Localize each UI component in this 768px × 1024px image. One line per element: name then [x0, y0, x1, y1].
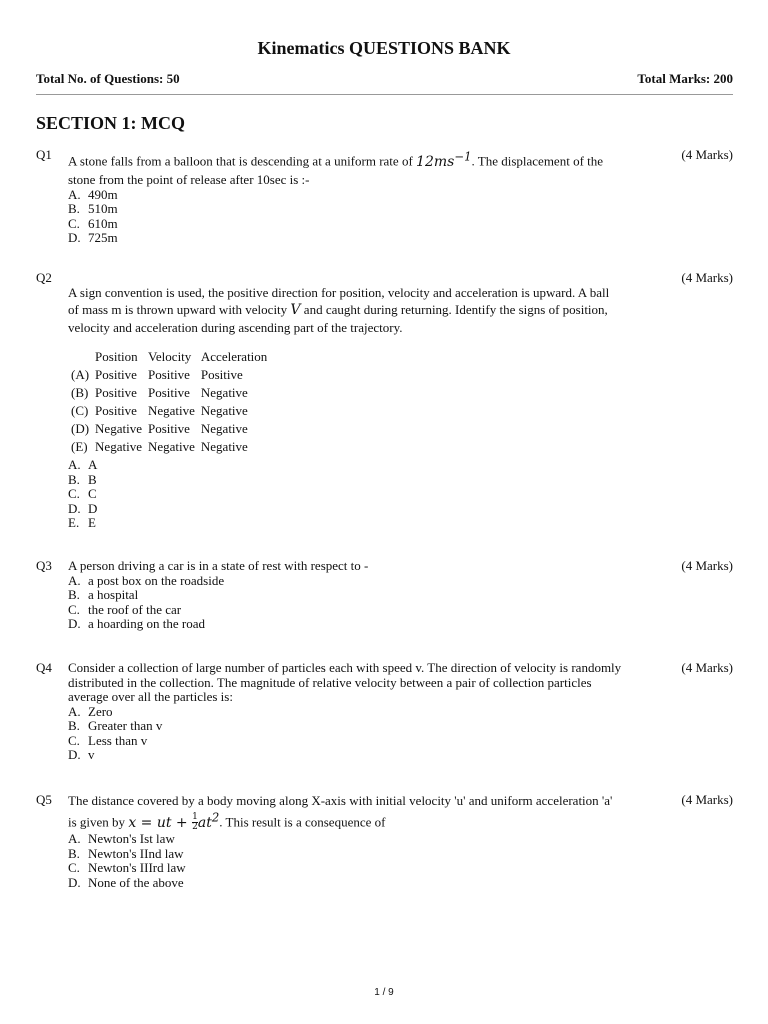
- question-5: [36, 793, 733, 890]
- question-1: [36, 148, 733, 246]
- option-text: Newton's Ist law: [88, 831, 175, 847]
- table-header: Position: [95, 348, 138, 364]
- math-part: at: [197, 814, 212, 831]
- option-letter: A.: [68, 831, 81, 847]
- option-text: D: [88, 500, 98, 516]
- option-text: a hospital: [88, 587, 139, 602]
- option-letter: E.: [68, 515, 80, 530]
- answer-option: [68, 473, 623, 488]
- math-superscript: −1: [454, 149, 472, 163]
- question-3: [36, 559, 733, 632]
- question-marks: (4 Marks): [681, 558, 733, 573]
- table-header: [68, 348, 92, 366]
- math-superscript: 2: [211, 810, 220, 824]
- table-cell: Negative: [95, 438, 142, 454]
- page-title: Kinematics QUESTIONS BANK: [257, 38, 511, 58]
- option-letter: D.: [68, 500, 81, 516]
- option-text: Zero: [88, 703, 113, 719]
- option-letter: D.: [68, 230, 81, 246]
- option-text: B: [88, 471, 97, 487]
- option-letter: D.: [68, 874, 81, 890]
- answer-option: [68, 487, 623, 502]
- fraction-denominator: 2: [192, 822, 198, 833]
- option-text: C: [88, 486, 97, 501]
- option-text: a hoarding on the road: [88, 616, 205, 631]
- option-letter: B.: [68, 845, 80, 861]
- table-cell: (E): [71, 438, 88, 454]
- question-2: [36, 271, 733, 531]
- option-text: 725m: [88, 230, 118, 246]
- question-text-part: The distance covered by a body moving along X-axis with initial velocity 'u' and uniform acceleration 'a' is given by: [68, 793, 613, 830]
- question-marks: (4 Marks): [681, 660, 733, 675]
- math-expression: [416, 149, 472, 170]
- option-text: E: [88, 515, 96, 530]
- table-cell: Positive: [200, 366, 243, 382]
- question-number: Q1: [36, 147, 52, 162]
- sign-table: [68, 348, 270, 456]
- table-row: [68, 366, 270, 384]
- option-letter: B.: [68, 718, 80, 733]
- section-title: SECTION 1: MCQ: [36, 113, 186, 133]
- table-row: [68, 420, 270, 438]
- question-text-part: A sign convention is used, the positive direction for position, velocity and acceleration is upward. A ball of mass m is thrown upward with velocity: [68, 285, 610, 317]
- question-marks: (4 Marks): [681, 792, 733, 807]
- table-cell: Positive: [95, 384, 137, 400]
- question-text-part: . The displacement of the stone from the point of release after 10sec is :-: [68, 153, 604, 187]
- question-text-part: . This result is a consequence of: [219, 814, 386, 830]
- math-expression: [128, 810, 220, 833]
- question-4: [36, 661, 733, 763]
- answer-option: [68, 847, 623, 862]
- option-text: Greater than v: [88, 718, 163, 733]
- table-cell: Positive: [147, 366, 190, 382]
- option-letter: A.: [68, 703, 81, 719]
- option-text: 510m: [88, 201, 118, 217]
- fraction-numerator: 1: [192, 812, 198, 823]
- table-cell: Negative: [200, 438, 248, 454]
- answer-options: [68, 574, 623, 632]
- answer-options: [68, 832, 623, 890]
- option-text: v: [88, 747, 95, 762]
- option-text: a post box on the roadside: [88, 572, 225, 588]
- answer-option: [68, 588, 623, 603]
- question-text: A person driving a car is in a state of rest with respect to -: [68, 558, 369, 573]
- table-header: Velocity: [147, 348, 192, 364]
- question-text: [68, 148, 623, 188]
- table-cell: (D): [71, 420, 90, 436]
- math-expression: V: [290, 302, 301, 318]
- answer-option: [68, 705, 623, 720]
- table-cell: Positive: [95, 402, 137, 418]
- table-header: Acceleration: [200, 348, 268, 364]
- option-letter: D.: [68, 616, 81, 631]
- table-cell: (A): [71, 366, 90, 382]
- table-cell: (C): [71, 402, 89, 418]
- option-text: 490m: [88, 186, 118, 202]
- option-text: the roof of the car: [88, 601, 182, 617]
- table-cell: Positive: [147, 384, 190, 400]
- exam-meta: [36, 71, 733, 87]
- answer-option: [68, 719, 623, 734]
- option-text: None of the above: [88, 874, 184, 890]
- option-letter: C.: [68, 601, 80, 617]
- option-text: Newton's IInd law: [88, 845, 184, 861]
- question-text-part: and caught during returning. Identify the signs of position, velocity and acceleration during ascending part of the trajectory.: [68, 302, 608, 335]
- table-cell: Negative: [200, 420, 248, 436]
- option-letter: A.: [68, 457, 81, 472]
- table-cell: Negative: [95, 420, 142, 436]
- answer-option: [68, 202, 623, 217]
- answer-option: [68, 748, 623, 763]
- total-questions: Total No. of Questions: 50: [36, 71, 180, 86]
- option-text: Less than v: [88, 732, 148, 748]
- question-number: Q3: [36, 558, 52, 573]
- option-letter: D.: [68, 747, 81, 762]
- math-part: 12ms: [416, 153, 455, 170]
- answer-option: [68, 458, 623, 473]
- header-divider: [36, 94, 733, 95]
- question-text-part: A stone falls from a balloon that is descending at a uniform rate of: [68, 153, 417, 169]
- answer-option: [68, 516, 623, 531]
- answer-options: [68, 188, 623, 246]
- table-cell: Negative: [147, 438, 195, 454]
- question-number: Q4: [36, 660, 52, 675]
- question-number: Q2: [36, 270, 52, 285]
- table-cell: Negative: [200, 402, 248, 418]
- option-letter: C.: [68, 215, 80, 231]
- answer-option: [68, 574, 623, 589]
- option-letter: A.: [68, 186, 81, 202]
- question-number: Q5: [36, 792, 52, 807]
- answer-option: [68, 861, 623, 876]
- answer-option: [68, 231, 623, 246]
- table-row: [68, 384, 270, 402]
- table-row: [68, 438, 270, 456]
- answer-option: [68, 502, 623, 517]
- math-part: x = ut +: [128, 814, 193, 831]
- option-letter: B.: [68, 201, 80, 217]
- table-cell: (B): [71, 384, 89, 400]
- option-text: Newton's IIIrd law: [88, 860, 186, 876]
- answer-option: [68, 876, 623, 891]
- option-letter: B.: [68, 587, 80, 602]
- question-text: [68, 284, 623, 336]
- answer-options: [68, 705, 623, 763]
- option-letter: A.: [68, 572, 81, 588]
- table-cell: Positive: [95, 366, 137, 382]
- option-letter: B.: [68, 471, 80, 487]
- question-marks: (4 Marks): [681, 270, 733, 285]
- answer-options: [68, 458, 623, 531]
- total-marks: Total Marks: 200: [637, 71, 733, 86]
- answer-option: [68, 617, 623, 632]
- option-letter: C.: [68, 860, 80, 876]
- page-number: 1 / 9: [374, 987, 394, 998]
- answer-option: [68, 734, 623, 749]
- table-row: [68, 402, 270, 420]
- question-text: [68, 793, 623, 832]
- option-letter: C.: [68, 732, 80, 748]
- question-text: Consider a collection of large number of particles each with speed v. The direction of velocity is randomly distributed in the collection. The magnitude of relative velocity between a pair of collection particles average over all the particles is:: [68, 660, 622, 704]
- table-cell: Positive: [147, 420, 190, 436]
- option-letter: C.: [68, 486, 80, 501]
- answer-option: [68, 832, 623, 847]
- option-text: A: [88, 457, 98, 472]
- option-text: 610m: [88, 215, 118, 231]
- table-header-row: [68, 348, 270, 366]
- answer-option: [68, 603, 623, 618]
- question-marks: (4 Marks): [681, 147, 733, 162]
- answer-option: [68, 217, 623, 232]
- table-cell: Negative: [147, 402, 195, 418]
- table-cell: Negative: [200, 384, 248, 400]
- answer-option: [68, 188, 623, 203]
